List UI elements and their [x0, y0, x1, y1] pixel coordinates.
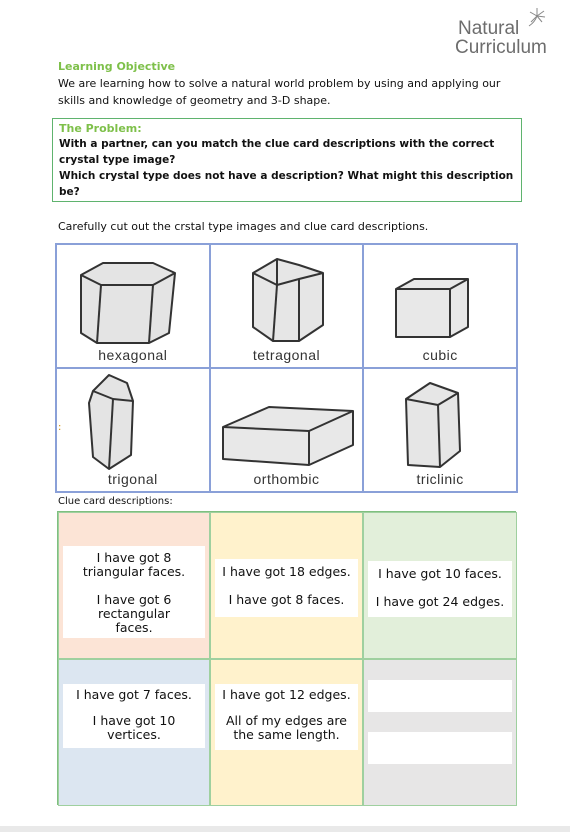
clue-text-faces: I have got 8 triangular faces. — [82, 550, 186, 579]
clue-text-edges: I have got 24 edges. — [375, 594, 505, 609]
clue-cell-4 — [58, 659, 210, 806]
clue-card-grid — [57, 511, 516, 805]
crystal-label-triclinic: triclinic — [416, 471, 464, 487]
crystal-cell-cubic — [363, 244, 517, 368]
crystal-label-hexagonal: hexagonal — [98, 347, 168, 363]
clue-text-edges: I have got 12 edges. — [222, 687, 351, 702]
blank-clue-card — [368, 732, 512, 764]
clue-cell-1 — [58, 512, 210, 659]
logo-line-2: Curriculum — [455, 37, 547, 58]
clue-cell-6 — [363, 659, 517, 806]
crystal-cell-triclinic — [363, 368, 517, 492]
page-footer-bar — [0, 826, 570, 832]
objective-text: We are learning how to solve a natural world problem by using and applying our skills and knowledge of geometry and 3-D shape. — [58, 77, 501, 107]
clue-text-rect-faces: I have got 6 rectangular faces. — [96, 592, 172, 635]
problem-box — [52, 118, 522, 202]
clue-card — [215, 559, 358, 617]
problem-question-1: With a partner, can you match the clue card descriptions with the correct crystal type image? — [59, 138, 495, 166]
clue-text-edges: I have got 18 edges. — [222, 564, 351, 579]
clue-card — [63, 684, 205, 748]
clue-card — [63, 546, 205, 638]
clue-cell-5 — [210, 659, 363, 806]
crystal-cell-hexagonal — [56, 244, 210, 368]
clue-text-faces: I have got 8 faces. — [228, 592, 345, 607]
clue-cell-3 — [363, 512, 517, 659]
crystal-cell-tetragonal — [210, 244, 364, 368]
natural-curriculum-logo — [455, 18, 565, 60]
crystal-grid — [55, 243, 518, 493]
crystal-label-cubic: cubic — [422, 347, 458, 363]
clue-text-faces: I have got 10 faces. — [378, 566, 502, 581]
blank-clue-card — [368, 680, 512, 712]
crystal-label-tetragonal: tetragonal — [252, 347, 321, 363]
dandelion-icon — [525, 4, 549, 28]
crystal-cell-trigonal — [56, 368, 210, 492]
crystal-cell-orthombic — [210, 368, 364, 492]
problem-question-2: Which crystal type does not have a description? What might this description be? — [59, 170, 514, 198]
clue-text-vertices: I have got 10 vertices. — [92, 713, 176, 742]
problem-title: The Problem: — [59, 122, 142, 135]
objective-title: Learning Objective — [58, 60, 176, 73]
crystal-label-trigonal: trigonal — [107, 471, 158, 487]
clue-text-length: All of my edges are the same length. — [226, 713, 347, 742]
logo-line-1: Natural — [458, 18, 520, 39]
cut-instruction: Carefully cut out the crstal type images and clue card descriptions. — [58, 220, 429, 233]
clue-cell-2 — [210, 512, 363, 659]
clue-card-heading: Clue card descriptions: — [58, 496, 173, 507]
clue-text-faces: I have got 7 faces. — [76, 687, 192, 702]
clue-card — [368, 561, 512, 617]
crystal-label-orthombic: orthombic — [253, 471, 320, 487]
stray-colon: : — [58, 422, 62, 433]
clue-card — [215, 684, 358, 750]
